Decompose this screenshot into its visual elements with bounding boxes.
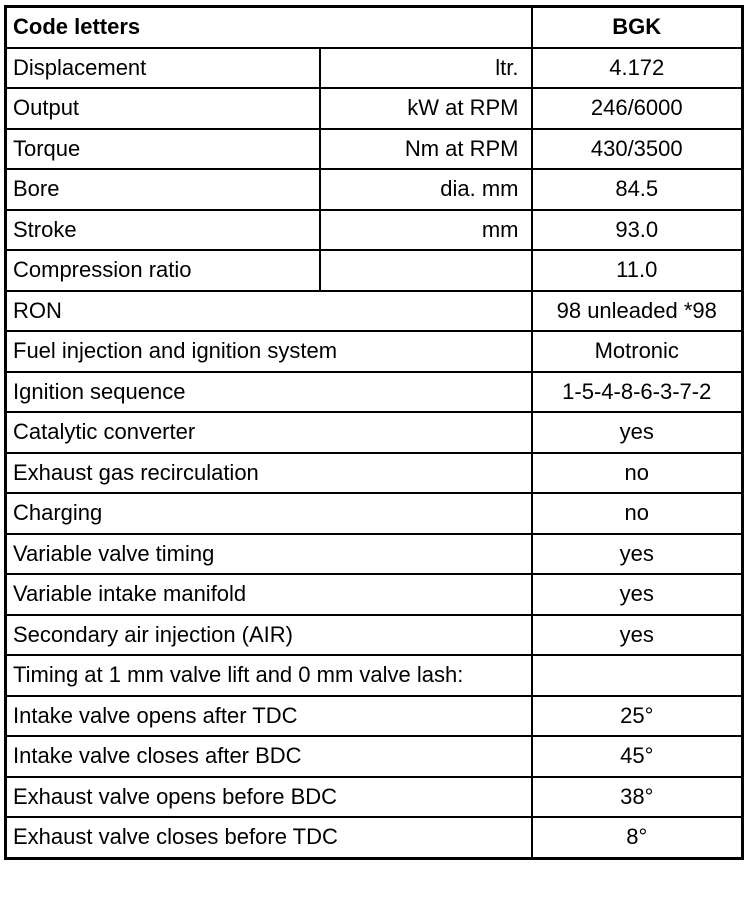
feature-label: RON bbox=[6, 291, 532, 332]
spec-unit: dia. mm bbox=[320, 169, 532, 210]
spec-value: 11.0 bbox=[532, 250, 743, 291]
feature-label: Variable valve timing bbox=[6, 534, 532, 575]
table-row bbox=[6, 412, 743, 453]
spec-value: 84.5 bbox=[532, 169, 743, 210]
spec-unit bbox=[320, 250, 532, 291]
table-row bbox=[6, 88, 743, 129]
table-row bbox=[6, 736, 743, 777]
spec-label: Displacement bbox=[6, 48, 320, 89]
table-row bbox=[6, 169, 743, 210]
timing-section-label: Timing at 1 mm valve lift and 0 mm valve lash: bbox=[6, 655, 532, 696]
table-row bbox=[6, 129, 743, 170]
feature-label: Intake valve closes after BDC bbox=[6, 736, 532, 777]
feature-value: 38° bbox=[532, 777, 743, 818]
feature-value: 1-5-4-8-6-3-7-2 bbox=[532, 372, 743, 413]
spec-unit: mm bbox=[320, 210, 532, 251]
spec-value: 93.0 bbox=[532, 210, 743, 251]
spec-unit: kW at RPM bbox=[320, 88, 532, 129]
feature-label: Catalytic converter bbox=[6, 412, 532, 453]
feature-value: no bbox=[532, 493, 743, 534]
feature-label: Exhaust gas recirculation bbox=[6, 453, 532, 494]
table-row bbox=[6, 331, 743, 372]
feature-label: Ignition sequence bbox=[6, 372, 532, 413]
spec-value: 4.172 bbox=[532, 48, 743, 89]
spec-label: Torque bbox=[6, 129, 320, 170]
spec-unit: Nm at RPM bbox=[320, 129, 532, 170]
feature-label: Exhaust valve closes before TDC bbox=[6, 817, 532, 858]
header-row bbox=[6, 7, 743, 48]
feature-label: Exhaust valve opens before BDC bbox=[6, 777, 532, 818]
table-row bbox=[6, 493, 743, 534]
feature-value: 45° bbox=[532, 736, 743, 777]
spec-label: Bore bbox=[6, 169, 320, 210]
table-row bbox=[6, 696, 743, 737]
spec-label: Stroke bbox=[6, 210, 320, 251]
table-row bbox=[6, 574, 743, 615]
spec-value: 246/6000 bbox=[532, 88, 743, 129]
spec-unit: ltr. bbox=[320, 48, 532, 89]
table-row bbox=[6, 817, 743, 858]
feature-label: Fuel injection and ignition system bbox=[6, 331, 532, 372]
table-row bbox=[6, 48, 743, 89]
feature-value: yes bbox=[532, 615, 743, 656]
table-row bbox=[6, 453, 743, 494]
table-row bbox=[6, 655, 743, 696]
table-row bbox=[6, 777, 743, 818]
table-row bbox=[6, 250, 743, 291]
feature-label: Intake valve opens after TDC bbox=[6, 696, 532, 737]
table-row bbox=[6, 372, 743, 413]
timing-section-value bbox=[532, 655, 743, 696]
table-row bbox=[6, 291, 743, 332]
code-letters-label: Code letters bbox=[6, 7, 532, 48]
engine-data-sheet bbox=[4, 5, 741, 897]
engine-spec-table bbox=[4, 5, 744, 860]
feature-value: yes bbox=[532, 534, 743, 575]
feature-label: Variable intake manifold bbox=[6, 574, 532, 615]
spec-value: 430/3500 bbox=[532, 129, 743, 170]
feature-label: Charging bbox=[6, 493, 532, 534]
spec-label: Output bbox=[6, 88, 320, 129]
table-row bbox=[6, 210, 743, 251]
feature-value: yes bbox=[532, 574, 743, 615]
table-row bbox=[6, 615, 743, 656]
feature-value: no bbox=[532, 453, 743, 494]
feature-value: 8° bbox=[532, 817, 743, 858]
feature-value: 98 unleaded *98 bbox=[532, 291, 743, 332]
table-row bbox=[6, 534, 743, 575]
feature-value: yes bbox=[532, 412, 743, 453]
feature-value: Motronic bbox=[532, 331, 743, 372]
code-letters-value: BGK bbox=[532, 7, 743, 48]
feature-value: 25° bbox=[532, 696, 743, 737]
feature-label: Secondary air injection (AIR) bbox=[6, 615, 532, 656]
spec-label: Compression ratio bbox=[6, 250, 320, 291]
